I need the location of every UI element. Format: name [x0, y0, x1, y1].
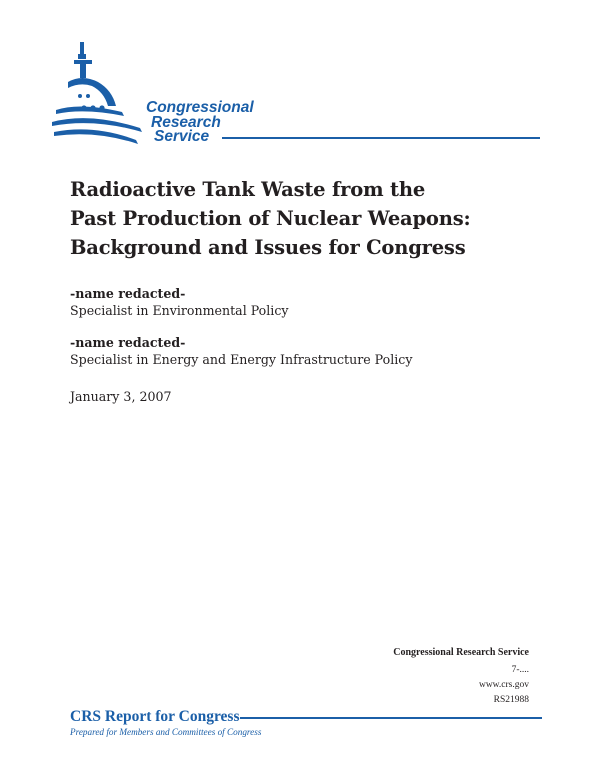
- title-line: Radioactive Tank Waste from the: [70, 178, 426, 201]
- author-name: -name redacted-: [70, 286, 186, 301]
- logo-line-research: Research: [151, 113, 221, 131]
- report-date: January 3, 2007: [70, 389, 172, 404]
- author-name: -name redacted-: [70, 335, 186, 350]
- publisher-org: Congressional Research Service: [393, 647, 529, 658]
- logo-line-congressional: Congressional: [146, 99, 254, 116]
- footer-rule: [230, 717, 542, 719]
- author-role: Specialist in Environmental Policy: [70, 303, 289, 318]
- author-block: [70, 334, 412, 368]
- header-rule: [222, 137, 540, 139]
- publisher-info: [393, 645, 529, 708]
- report-title: [70, 175, 470, 262]
- footer-subtitle: Prepared for Members and Committees of Congress: [70, 727, 262, 737]
- footer: [70, 706, 542, 737]
- report-number: RS21988: [493, 695, 529, 705]
- title-line: Past Production of Nuclear Weapons:: [70, 207, 471, 230]
- publisher-website: www.crs.gov: [478, 680, 529, 690]
- footer-title: CRS Report for Congress: [70, 708, 240, 725]
- publisher-phone: 7-....: [511, 665, 529, 675]
- logo-line-service: Service: [154, 128, 210, 145]
- author-role: Specialist in Energy and Energy Infrastructure Policy: [70, 352, 413, 367]
- capitol-dome-icon: [50, 38, 150, 148]
- title-line: Background and Issues for Congress: [70, 236, 466, 259]
- author-block: [70, 285, 289, 319]
